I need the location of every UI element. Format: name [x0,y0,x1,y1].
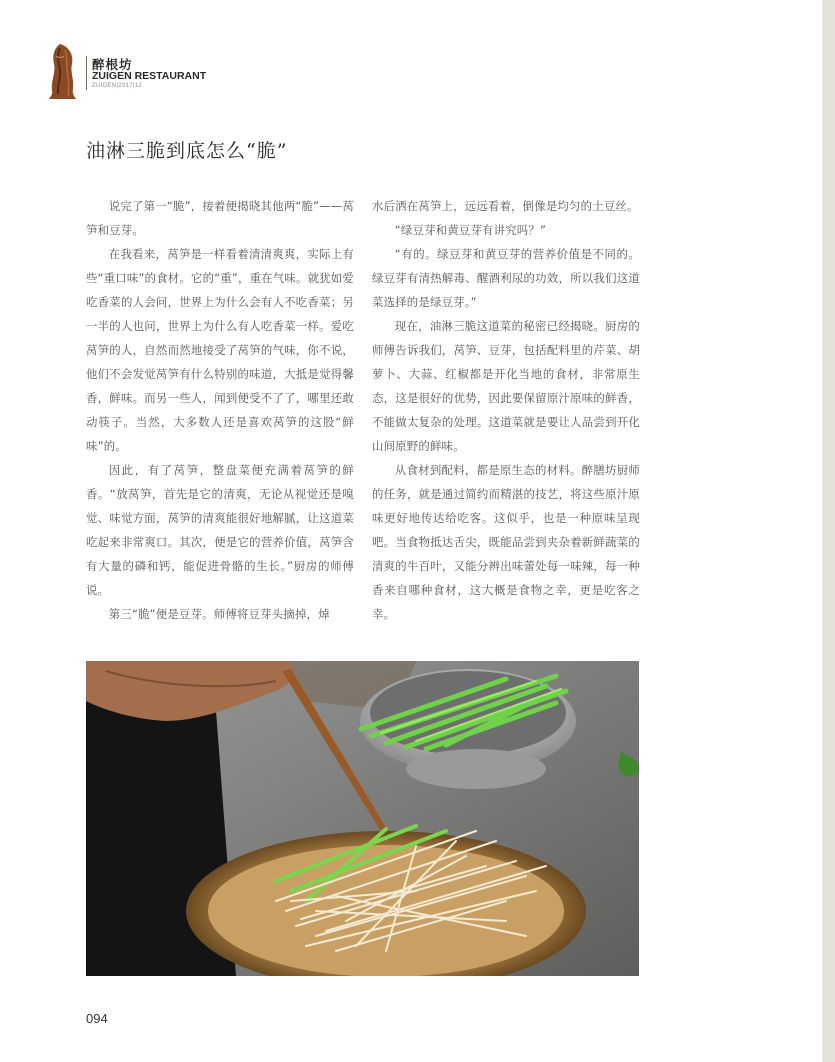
paragraph: 说完了第一“脆”，接着便揭晓其他两“脆”——莴笋和豆芽。 [86,199,354,237]
paragraph: 水后洒在莴笋上，远远看着，倒像是均匀的土豆丝。 [372,199,639,213]
page-number: 094 [86,1011,108,1026]
article-title: 油淋三脆到底怎么“脆” [86,140,288,162]
left-column [86,194,354,626]
paragraph: “有的。绿豆芽和黄豆芽的营养价值是不同的。绿豆芽有清热解毒、醒酒利尿的功效，所以我们这道菜选择的是绿豆芽。” [372,247,640,309]
logo-divider [86,56,87,90]
right-column [372,194,640,626]
page-edge-strip [822,0,835,1062]
brand-name-cn: 醉根坊 [92,57,133,72]
root-sculpture-icon [48,42,78,100]
brand-issue: ZUIGEN|2017|12 [92,83,143,89]
brand-name-en: ZUIGEN RESTAURANT [92,70,207,82]
paragraph: 第三“脆”便是豆芽。师傅将豆芽头摘掉，焯 [108,607,330,621]
paragraph: 在我看来，莴笋是一样看着清清爽爽，实际上有些“重口味”的食材。它的“重”，重在气味。就犹如爱吃香菜的人会问，世界上为什么会有人不吃香菜；另一半的人也问，世界上为什么有人吃香菜一样。爱吃莴笋的人，自然而然地接受了莴笋的气味，你不说，他们不会发觉莴笋有什么特别的味道，大抵是觉得馨香，鲜味。而另一些人，闻到便受不了了，哪里还敢动筷子。当然，大多数人还是喜欢莴笋的这股“鲜味”的。 [86,247,354,453]
paragraph: 从食材到配料，都是原生态的材料。醉膳坊厨师的任务，就是通过简约而精湛的技艺，将这些原汁原味更好地传达给吃客。这似乎，也是一种原味呈现吧。当食物抵达舌尖，既能品尝到夹杂着新鲜蔬菜的清爽的牛百叶，又能分辨出味蕾处每一味辣，每一种香来自哪种食材，这大概是食物之幸，更是吃客之幸。 [372,463,640,621]
paragraph: 现在，油淋三脆这道菜的秘密已经揭晓。厨房的师傅告诉我们，莴笋、豆芽，包括配料里的芹菜、胡萝卜、大蒜、红椒都是开化当地的食材，非常原生态，这是很好的优势，因此要保留原汁原味的鲜香，不能做太复杂的处理。这道菜就是要让人品尝到开化山间原野的鲜味。 [372,319,640,453]
cooking-photo-icon [86,661,639,976]
paragraph: 因此，有了莴笋，整盘菜便充满着莴笋的鲜香。“放莴笋，首先是它的清爽，无论从视觉还是嗅觉、味觉方面，莴笋的清爽能很好地解腻，让这道菜吃起来非常爽口。其次，便是它的营养价值，莴笋含有大量的磷和钙，能促进骨骼的生长。”厨房的师傅说。 [86,463,354,597]
paragraph: “绿豆芽和黄豆芽有讲究吗？” [394,223,547,237]
